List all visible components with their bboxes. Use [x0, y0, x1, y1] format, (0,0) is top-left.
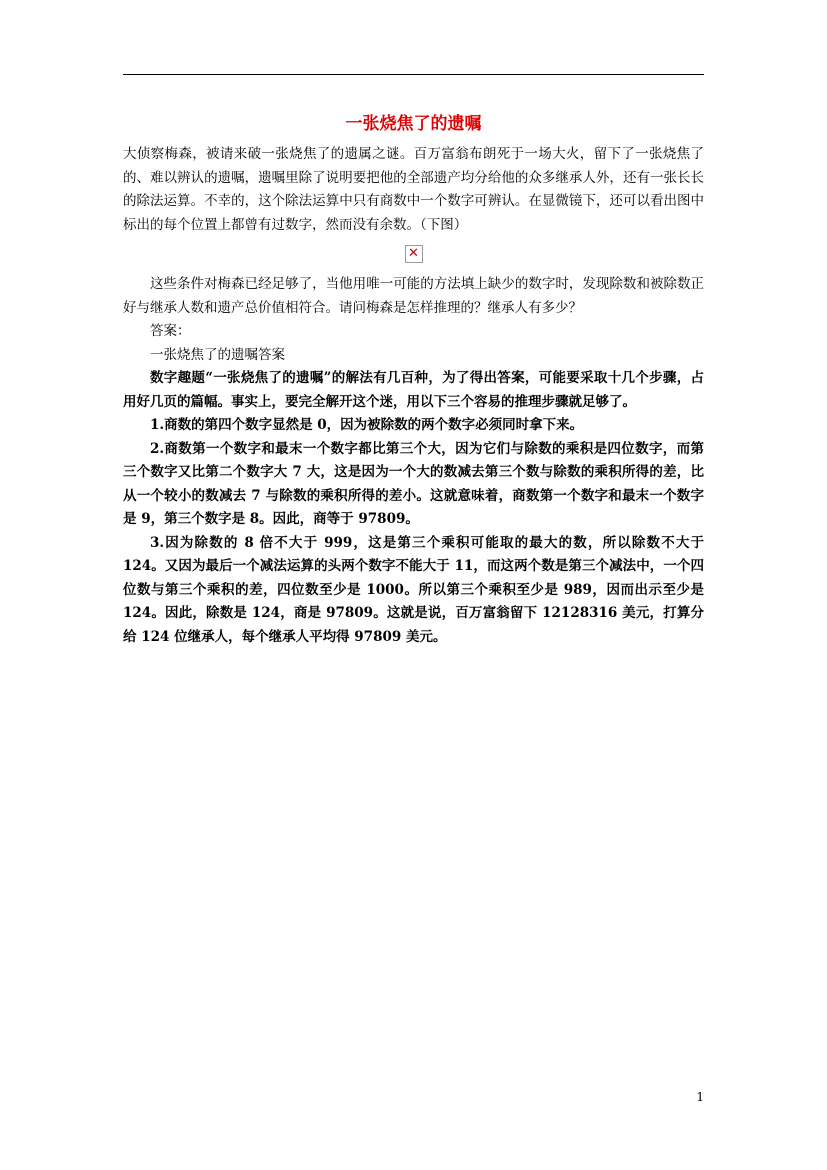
answer-step-2: 2.商数第一个数字和最末一个数字都比第三个大，因为它们与除数的乘积是四位数字，而第三个数字又比第二个数字大 7 大，这是因为一个大的数减去第三个数与除数的乘积所得的差，比从一个较小的数减去 7 与除数的乘积所得的差小。这就意味着，商数第一个数字和最末一个数字是 9，第三个数字是 8。因此，商等于 97809。: [123, 440, 704, 527]
document-title: 一张烧焦了的遗嘱: [345, 114, 482, 134]
answer-step-3: 3.因为除数的 8 倍不大于 999，这是第三个乘积可能取的最大的数，所以除数不大于 124。又因为最后一个减法运算的头两个数字不能大于 11，而这两个数是第三个减法中，一个四位数与第三个乘积的差，四位数至少是 1000。所以第三个乘积至少是 989，因而出示至少是 124。因此，除数是 124，商是 97809。这就是说，百万富翁留下 12128316 美元，打算分给 124 位继承人，每个继承人平均得 97809 美元。: [123, 534, 704, 645]
answer-step-1: 1.商数的第四个数字显然是 0，因为被除数的两个数字必须同时拿下来。: [150, 417, 584, 433]
page-number: 1: [696, 1090, 704, 1104]
question-paragraph: 这些条件对梅森已经足够了，当他用唯一可能的方法填上缺少的数字时，发现除数和被除数正好与继承人数和遗产总价值相符合。请问梅森是怎样推理的？继承人有多少？: [123, 276, 704, 316]
answer-title: 一张烧焦了的遗嘱答案: [150, 346, 285, 363]
intro-paragraph: 大侦察梅森，被请来破一张烧焦了的遗属之谜。百万富翁布朗死于一场大火，留下了一张烧焦了的、难以辨认的遗嘱，遗嘱里除了说明要把他的全部遗产均分给他的众多继承人外，还有一张长长的除法运算。不幸的，这个除法运算中只有商数中一个数字可辨认。在显微镜下，还可以看出图中标出的每个位置上都曾有过数字，然而没有余数。（下图）: [123, 146, 704, 233]
document-body: [123, 143, 704, 649]
answer-label: 答案：: [150, 323, 191, 339]
header-rule: [123, 74, 704, 75]
answer-intro: 数字趣题“一张烧焦了的遗嘱”的解法有几百种，为了得出答案，可能要采取十几个步骤，占用好几页的篇幅。事实上，要完全解开这个迷，用以下三个容易的推理步骤就足够了。: [123, 370, 704, 410]
broken-image-icon: ✕: [405, 245, 423, 263]
